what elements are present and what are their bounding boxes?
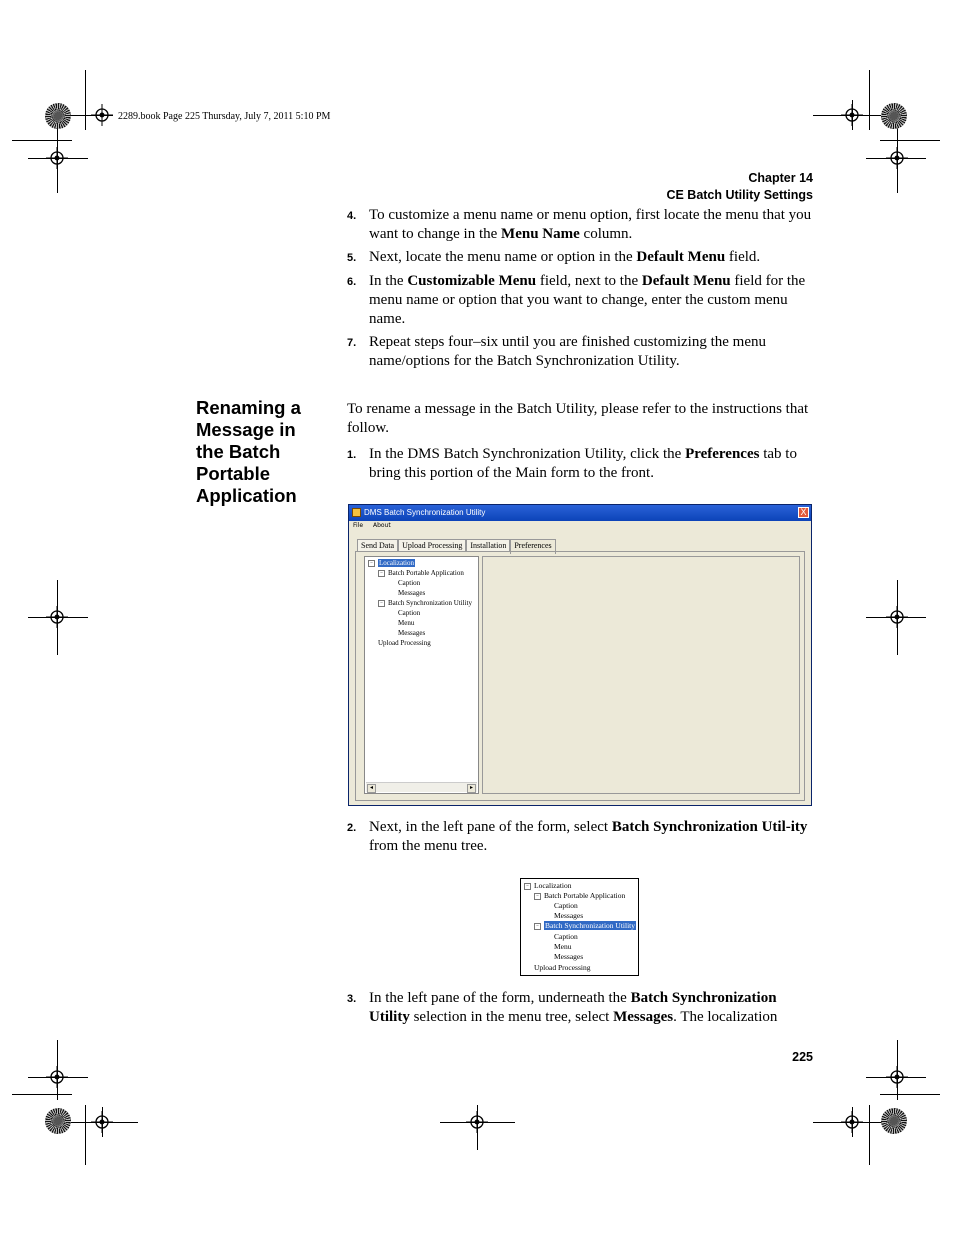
step-number: 1. bbox=[347, 449, 357, 461]
color-bar-star bbox=[881, 1108, 907, 1134]
tree-node-caption[interactable]: Caption bbox=[398, 579, 421, 587]
color-bar-star bbox=[881, 103, 907, 129]
registration-mark bbox=[886, 147, 908, 169]
collapse-icon: − bbox=[524, 883, 531, 890]
registration-mark bbox=[841, 104, 863, 126]
preferences-panel bbox=[355, 551, 805, 801]
close-button[interactable]: X bbox=[798, 507, 809, 518]
step-text: In the Customizable Menu field, next to the Default Menu field for the menu name or option that you want to change, enter the custom menu name. bbox=[369, 273, 806, 327]
tree-node-batch-synchronization-utility[interactable]: − Batch Synchronization Utility bbox=[534, 921, 636, 930]
menu-file[interactable]: File bbox=[353, 522, 364, 529]
step-item bbox=[347, 272, 817, 329]
step-text: In the left pane of the form, underneath the Batch Synchronization Utility selection in the menu tree, select Messages. The localization bbox=[369, 990, 778, 1025]
menu-about[interactable]: About bbox=[372, 522, 391, 529]
crop-mark bbox=[12, 1094, 72, 1095]
tree-node-caption[interactable]: Caption bbox=[554, 932, 578, 941]
collapse-icon: − bbox=[378, 570, 385, 577]
tree-node-localization[interactable]: − Localization bbox=[524, 881, 571, 890]
tab-preferences[interactable]: Preferences bbox=[510, 539, 555, 554]
chapter-label: Chapter 14 bbox=[748, 171, 813, 185]
registration-mark bbox=[46, 1066, 68, 1088]
scroll-left-icon[interactable]: ◂ bbox=[367, 784, 376, 793]
slug-line: 2289.book Page 225 Thursday, July 7, 2011 5:10 PM bbox=[118, 111, 331, 122]
registration-mark bbox=[91, 1111, 113, 1133]
tree-node-batch-synchronization-utility[interactable]: − Batch Synchronization Utility bbox=[378, 599, 472, 608]
tree-node-localization[interactable]: − Localization bbox=[368, 559, 415, 568]
crop-mark bbox=[869, 1105, 870, 1165]
collapse-icon: − bbox=[534, 923, 541, 930]
step-item bbox=[347, 989, 817, 1027]
section-label: CE Batch Utility Settings bbox=[666, 188, 813, 202]
registration-mark bbox=[466, 1111, 488, 1133]
tree-node-batch-portable-application[interactable]: − Batch Portable Application bbox=[534, 891, 625, 900]
tree-node-caption[interactable]: Caption bbox=[554, 901, 578, 910]
crop-mark bbox=[85, 1105, 86, 1165]
color-bar-star bbox=[45, 1108, 71, 1134]
step-item bbox=[347, 333, 817, 371]
collapse-icon: − bbox=[534, 893, 541, 900]
scroll-right-icon[interactable]: ▸ bbox=[467, 784, 476, 793]
tree-node-upload-processing[interactable]: Upload Processing bbox=[534, 963, 591, 972]
crop-mark bbox=[880, 1094, 940, 1095]
tree-node-messages[interactable]: Messages bbox=[398, 589, 426, 597]
app-window-screenshot bbox=[348, 504, 812, 806]
collapse-icon: − bbox=[378, 600, 385, 607]
crop-mark bbox=[85, 70, 86, 130]
step-text: To customize a menu name or menu option, first locate the menu that you want to change in the Menu Name column. bbox=[369, 207, 812, 242]
crop-mark bbox=[12, 140, 72, 141]
step-text: Next, in the left pane of the form, select Batch Synchronization Util-ity from the menu tree. bbox=[369, 819, 808, 854]
menu-bar bbox=[349, 521, 811, 531]
app-icon bbox=[352, 508, 361, 517]
crop-mark bbox=[880, 140, 940, 141]
tab-upload-processing[interactable]: Upload Processing bbox=[398, 539, 466, 552]
tree-node-batch-portable-application[interactable]: − Batch Portable Application bbox=[378, 569, 464, 578]
tree-node-caption[interactable]: Caption bbox=[398, 609, 421, 617]
step-number: 2. bbox=[347, 822, 357, 834]
page-number: 225 bbox=[792, 1050, 813, 1064]
window-titlebar bbox=[349, 505, 811, 521]
detail-pane bbox=[482, 556, 800, 794]
window-title: DMS Batch Synchronization Utility bbox=[364, 508, 486, 517]
running-head bbox=[666, 170, 813, 204]
tree-node-messages[interactable]: Messages bbox=[554, 952, 584, 961]
registration-mark bbox=[46, 147, 68, 169]
intro-paragraph: To rename a message in the Batch Utility, please refer to the instructions that follow. bbox=[347, 401, 809, 436]
tree-node-messages[interactable]: Messages bbox=[554, 911, 584, 920]
step-item bbox=[347, 248, 817, 267]
menu-tree-screenshot bbox=[520, 878, 639, 976]
step-number: 5. bbox=[347, 252, 357, 264]
tree-node-upload-processing[interactable]: Upload Processing bbox=[378, 639, 431, 647]
tree-node-menu[interactable]: Menu bbox=[554, 942, 572, 951]
step-number: 4. bbox=[347, 210, 357, 222]
horizontal-scrollbar[interactable] bbox=[366, 782, 477, 792]
section-heading: Renaming a Message in the Batch Portable Application bbox=[196, 397, 301, 506]
registration-mark bbox=[886, 606, 908, 628]
color-bar-star bbox=[45, 103, 71, 129]
collapse-icon: − bbox=[368, 560, 375, 567]
step-text: Next, locate the menu name or option in the Default Menu field. bbox=[369, 249, 761, 265]
menu-tree bbox=[364, 556, 479, 794]
registration-mark bbox=[46, 606, 68, 628]
registration-mark bbox=[886, 1066, 908, 1088]
tree-node-menu[interactable]: Menu bbox=[398, 619, 415, 627]
tree-node-messages[interactable]: Messages bbox=[398, 629, 426, 637]
step-number: 6. bbox=[347, 276, 357, 288]
step-text: In the DMS Batch Synchronization Utility, click the Preferences tab to bring this portion of the Main form to the front. bbox=[369, 446, 797, 481]
registration-mark bbox=[841, 1111, 863, 1133]
tab-strip bbox=[357, 537, 556, 551]
step-item bbox=[347, 818, 817, 856]
tab-send-data[interactable]: Send Data bbox=[357, 539, 398, 552]
step-text: Repeat steps four–six until you are finished customizing the menu name/options for the Batch Synchronization Utility. bbox=[369, 334, 767, 369]
crop-mark bbox=[869, 70, 870, 130]
step-number: 7. bbox=[347, 337, 357, 349]
registration-mark bbox=[91, 104, 113, 126]
tab-installation[interactable]: Installation bbox=[466, 539, 510, 552]
step-item bbox=[347, 206, 817, 244]
step-item bbox=[347, 445, 817, 483]
step-number: 3. bbox=[347, 993, 357, 1005]
